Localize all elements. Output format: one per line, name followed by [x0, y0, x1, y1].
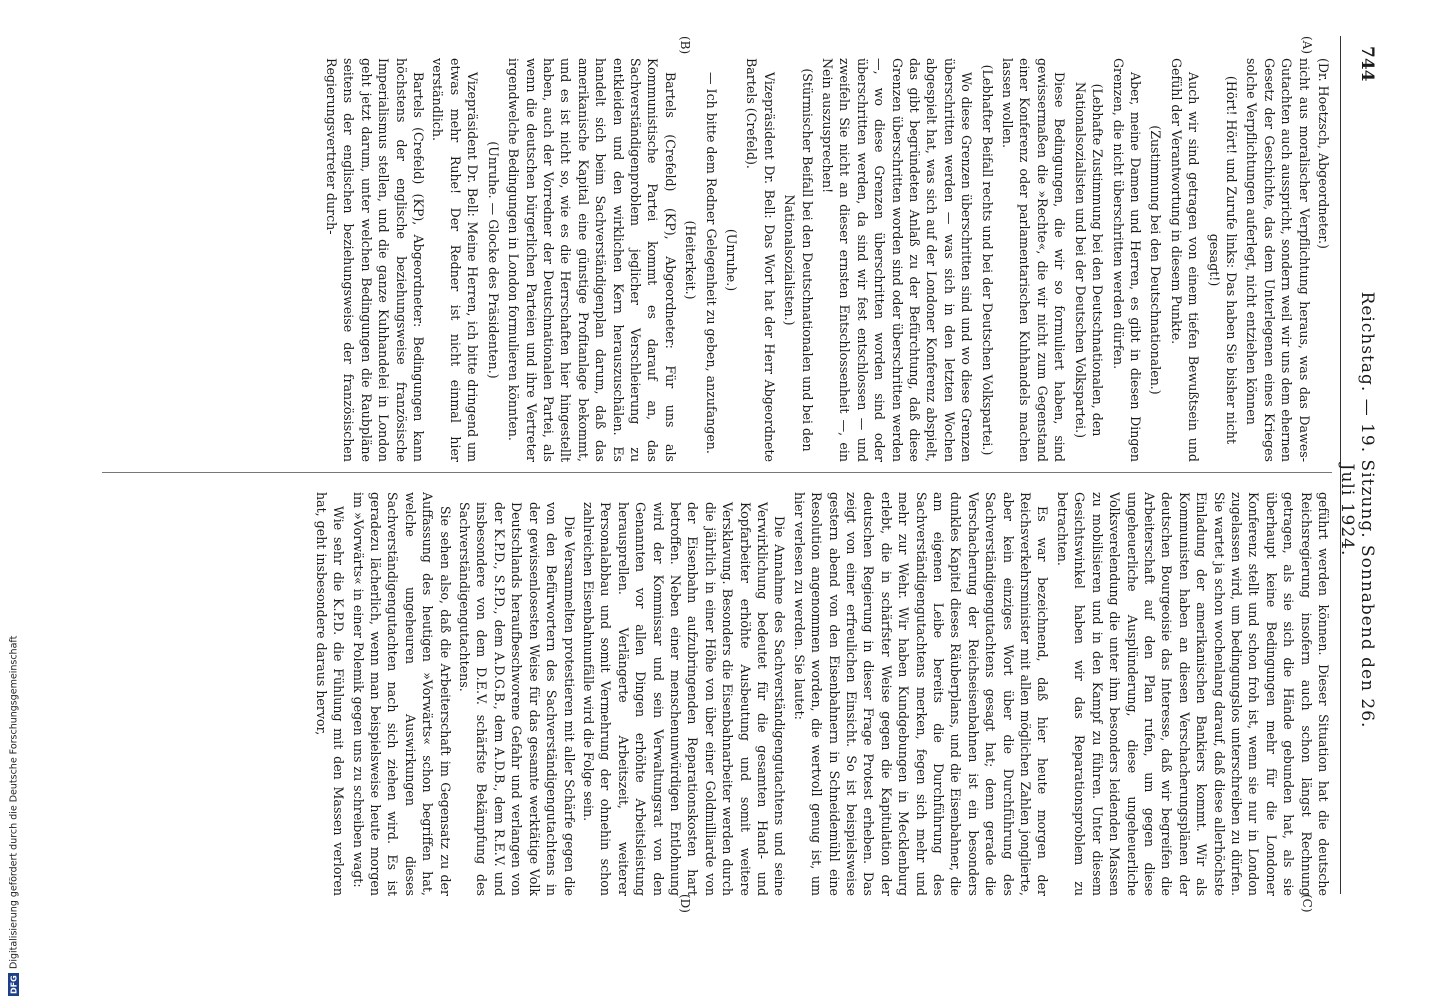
dfg-logo-icon: DFG [9, 975, 19, 994]
interjection: (Unruhe. — Glocke des Präsidenten.) [485, 141, 501, 379]
document-page [35, 0, 1395, 930]
paragraph: Es war bezeichnend, daß hier heute morgen der Reichsverkehrsminister mit allen möglichen Zahlen jonglierte, aber kein einziges Wort über die Durchführung des Sachverständigengutachtens gesagt hat; denn gerade die Verschacherung der Reichseisenbahnen ist ein besonders dunkles Kapitel dieses Räuberplans, und die Eisenbahner, die am eigenen Leibe bereits die Durchführung des Sachverständigengutachtens merken, fegen sich mehr und mehr zur Wehr. Wir haben Kundgebungen in Mecklenburg erlebt, die in schärfster Weise gegen die Kapitulation der deutschen Regierung in dieser Frage Protest erheben. Das zeigt von einer erfreulichen Einsicht. So ist beispielsweise gestern abend von den Eisenbahnern in Schneidemühl eine Resolution angenommen worden, die wertvoll genug ist, um hier verlesen zu werden. Sie lautet: [791, 492, 1051, 896]
paragraph: Bartels (Crefeld) (KP), Abgeordneter: Für uns als Kommunistische Partei kommt es darauf an, das Sachverständigenproblem jeglicher Verschleierung zu entkleiden und den wirklichen Kern herauszuschälen. Es handelt sich beim Sachverständigenplan darum, daß das amerikanische Kapital eine günstige Profitanlage bekommt, und es ist nicht so, wie es die Herrschaften hier hingestellt haben, auch der Vorredner der Deutschnationalen Partei, als wenn die deutschen bürgerlichen Parteien und ihre Vertreter irgendwelche Bedingungen in London formulieren könnten. [506, 58, 678, 462]
interjection: (Unruhe.) [724, 228, 739, 292]
interjection: (Heiterkeit.) [683, 220, 699, 300]
paragraph: Vizepräsident Dr. Bell: Das Wort hat der Herr Abgeordnete Bartels (Crefeld). [744, 58, 777, 462]
paragraph: Auch wir sind getragen von einem tiefen Bewußtsein und Gefühl der Verantwortung in diesem Punkte. [1168, 58, 1202, 462]
interjection: (Lebhafte Zustimmung bei den Deutschnationalen, den Nationalsozialisten und bei der Deutschen Volkspartei.) [1072, 81, 1106, 439]
interjection: (Zustimmung bei den Deutschnationalen.) [1148, 125, 1164, 395]
paragraph: Diese Bedingungen, die wir so formuliert haben, sind gewissermaßen die »Rechte«, die wir nicht zum Gegenstand einer Konferenz oder parlamentarischen Kuhhandels machen lassen wollen. [1000, 58, 1068, 462]
margin-mark-b: (B) [678, 36, 692, 55]
margin-mark-a: (A) [1300, 36, 1314, 55]
column-divider [102, 472, 1332, 473]
right-column [102, 492, 1332, 896]
paragraph: Sie sehen also, daß die Arbeiterschaft im Gegensatz zu der Auffassung des heutigen »Vorwärts« schon begriffen hat, welche ungeheuren Auswirkungen dieses Sachverständigengutachten nach sich ziehen wird. Es ist geradezu lächerlich, wenn man beispielsweise heute morgen im »Vorwärts« in einer Polemik gegen uns zu schreiben wagt: [350, 492, 453, 896]
interjection: (Stürmischer Beifall bei den Deutschnationalen und bei den Nationalsozialisten.) [782, 68, 815, 452]
paragraph: Wo diese Grenzen überschritten sind und wo diese Grenzen überschritten werden — was sich in den letzten Wochen abgespielt hat, was sich auf der Londoner Konferenz abspielt, das gibt begründeten Anlaß zu der Befürchtung, daß diese Grenzen überschritten worden sind oder überschritten werden —, wo diese Grenzen überschritten worden sind oder überschritten werden, da sind wir fest entschlossen — und zweifeln Sie nicht an dieser ernsten Entschlossenheit —, ein Nein auszusprechen! [820, 58, 975, 462]
paragraph: — Ich bitte dem Redner Gelegenheit zu geben, anzufangen. [703, 72, 719, 454]
page-header [1337, 36, 1377, 894]
interjection: (Lebhafter Beifall rechts und bei der Deutschen Volkspartei.) [979, 64, 995, 456]
margin-mark-d: (D) [678, 894, 692, 913]
paragraph: Die Annahme des Sachverständigengutachtens und seine Verwirklichung bedeutet für die gesamten Hand- und Kopfarbeiter erhöhte Ausbeutung und somit weitere Versklavung. Besonders die Eisenbahnarbeiter werden durch die jährlich in einer Höhe von über einer Goldmilliarde von der Eisenbahn aufzubringenden Reparationskosten hart betroffen. Neben einer menschenunwürdigen Entlohnung wird der Kommissar und sein Verwaltungsrat von den Genannten vor allen Dingen erhöhte Arbeitsleistung herausprellen. Verlängerte Arbeitszeit, weiterer Personalabbau und somit Vermehrung der ohnehin schon zahlreichen Eisenbahnunfälle wird die Folge sein. [580, 502, 788, 896]
interjection: (Hört! Hört! und Zurufe links: Das haben Sie bisher nicht gesagt!) [1206, 75, 1239, 445]
left-column [102, 58, 1332, 462]
paragraph: Wie sehr die K.P.D. die Fühlung mit den Massen verloren hat, geht insbesondere daraus hervor, [313, 492, 347, 896]
digitization-credit-text: Digitalisierung gefördert durch die Deutsche Forschungsgemeinschaft [8, 636, 20, 970]
paragraph: nicht aus moralischer Verpflichtung heraus, was das Dawes-Gutachten auch ausspricht, sondern weil wir uns dem ehernen Gesetz der Geschichte, das dem Unterlegenen eines Krieges solche Verpflichtungen auferlegt, nicht entziehen können [1244, 58, 1312, 462]
paragraph: Aber, meine Damen und Herren, es gibt in diesen Dingen Grenzen, die nicht überschritten werden dürfen. [1110, 58, 1143, 462]
page-title: Reichstag. — 19. Sitzung. Sonnabend den 26. Juli 1924. [1337, 291, 1377, 729]
paragraph: geführt werden können. Dieser Situation hat die deutsche Reichsregierung insofern auch schon längst Rechnung getragen, als sie sich die Hände gebunden hat, als sie überhaupt keine Bedingungen mehr für die Londoner Konferenz stellt und schon froh ist, wenn sie nur in London zugelassen wird, um bedingungslos unterschreiben zu dürfen. Sie wartet ja schon wochenlang darauf, daß diese allerhöchste Einladung der amerikanischen Bankiers kommt. Wir als Kommunisten haben an diesen Verschacherungsplänen der deutschen Bourgeoisie das Interesse, daß wir begreifen die Arbeiterschaft auf den Plan rufen, um gegen diese ungeheuerliche Ausplünderung, diese ungeheuerliche Volksverelendung die unter ihm besonders leidenden Massen zu mobilisieren und in den Kampf zu führen. Unter diesem Gesichtswinkel haben wir das Reparationsproblem zu betrachten. [1054, 492, 1331, 896]
margin-mark-c: (C) [1300, 894, 1314, 913]
text-columns [102, 36, 1332, 913]
paragraph: Bartels (Crefeld) (KP), Abgeordneter: Bedingungen kann höchstens der englische beziehungsweise französische Imperialismus stellen, und die ganze Kuhhandelei in London geht jetzt darum, unter welchen Bedingungen die Raubpläne seitens der englischen beziehungsweise der französischen Regierungsvertreter durch- [324, 58, 427, 462]
paragraph: Die Versammelten protestieren mit aller Schärfe gegen die von den Befürwortern des Sachverständigengutachtens in der gewissenlosesten Weise für das gesamte werktätige Volk Deutschlands heraufbeschworene Gefahr und verlangen von der K.P.D., S.P.D., dem A.D.G.B., dem A.D.B., dem R.E.V. und insbesondere von dem D.E.V. schärfste Bekämpfung des Sachverständigengutachtens. [457, 502, 577, 896]
paragraph: (Dr. Hoetzsch, Abgeordneter.) [1316, 58, 1331, 249]
digitization-credit [4, 584, 24, 996]
page-number: 744 [1357, 46, 1377, 82]
paragraph: Vizepräsident Dr. Bell: Meine Herren, ich bitte dringend um etwas mehr Ruhe! Der Redner ist nicht einmal hier verständlich. [430, 58, 481, 462]
